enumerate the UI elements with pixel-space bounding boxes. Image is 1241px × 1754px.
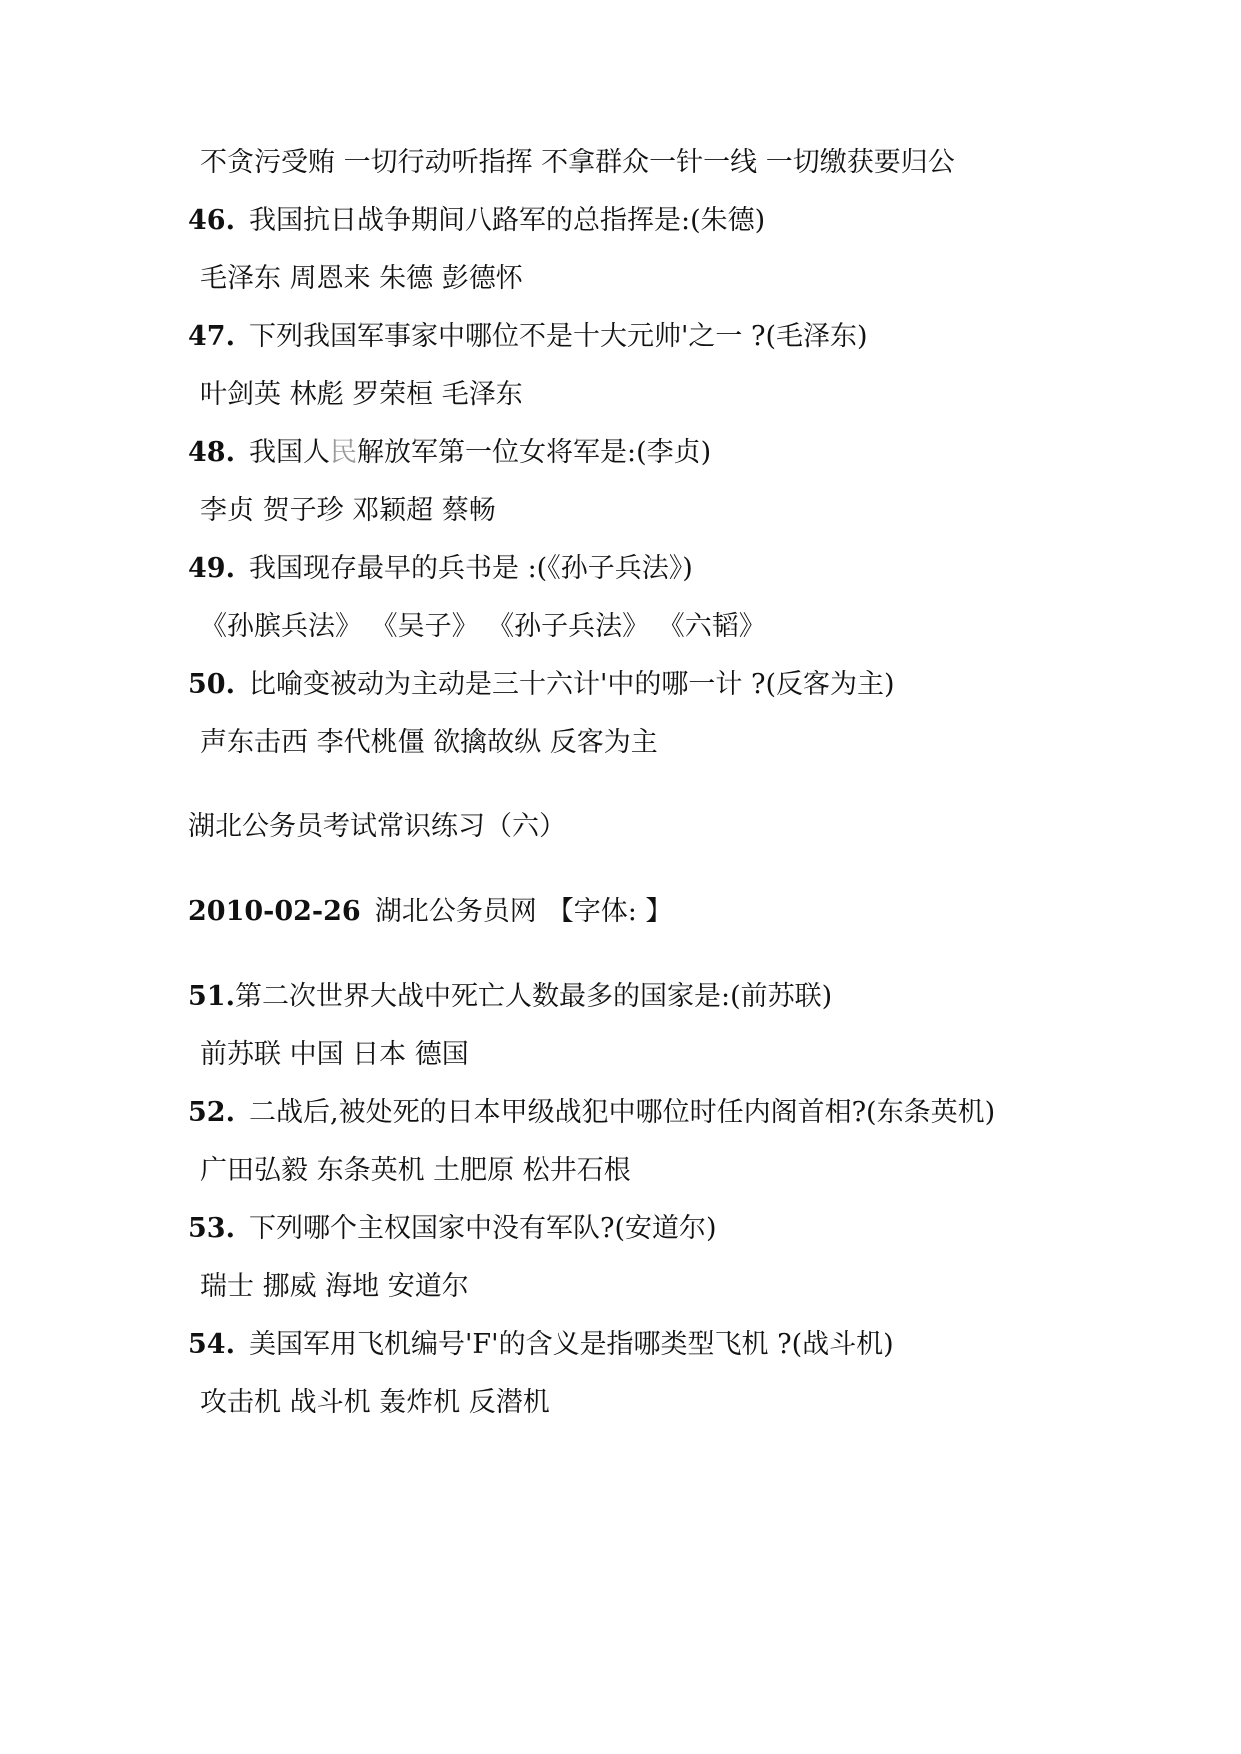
question-text: 二战后,被处死的日本甲级战犯中哪位时任内阁首相?(东条英机) (248, 1097, 996, 1128)
option-list: 《孙膑兵法》 《吴子》 《孙子兵法》 《六韬》 (200, 611, 766, 642)
question-48 (188, 436, 711, 470)
question-text: 我国现存最早的兵书是 :(《孙子兵法》) (248, 553, 693, 584)
option-list: 毛泽东 周恩来 朱德 彭德怀 (200, 263, 523, 294)
question-number: 48. (188, 437, 235, 468)
option-list: 声东击西 李代桃僵 欲擒故纵 反客为主 (200, 727, 658, 758)
question-text-faded-char: 民 (329, 437, 357, 468)
question-text-part: 我国人 (248, 437, 330, 468)
section-meta (188, 895, 672, 929)
question-51 (188, 980, 832, 1014)
question-text-part: 解放军第一位女将军是:(李贞) (356, 437, 712, 468)
option-list: 李贞 贺子珍 邓颖超 蔡畅 (200, 495, 496, 526)
question-text: 第二次世界大战中死亡人数最多的国家是:(前苏联) (234, 981, 833, 1012)
question-54 (188, 1328, 894, 1362)
question-text: 下列哪个主权国家中没有军队?(安道尔) (248, 1213, 717, 1244)
question-text: 我国抗日战争期间八路军的总指挥是:(朱德) (248, 205, 766, 236)
question-number: 52. (188, 1097, 235, 1128)
section-title: 湖北公务员考试常识练习（六） (188, 811, 566, 842)
question-number: 51. (188, 981, 235, 1012)
option-list: 前苏联 中国 日本 德国 (200, 1039, 469, 1070)
question-number: 54. (188, 1329, 235, 1360)
question-text: 比喻变被动为主动是三十六计'中的哪一计 ?(反客为主) (248, 669, 895, 700)
question-52 (188, 1096, 995, 1130)
question-number: 47. (188, 321, 235, 352)
question-47 (188, 320, 868, 354)
question-53 (188, 1212, 717, 1246)
question-text: 下列我国军事家中哪位不是十大元帅'之一 ?(毛泽东) (248, 321, 868, 352)
question-number: 49. (188, 553, 235, 584)
option-list: 广田弘毅 东条英机 土肥原 松井石根 (200, 1155, 631, 1186)
source-link[interactable]: 湖北公务员网 (374, 896, 537, 927)
question-49 (188, 552, 693, 586)
question-number: 46. (188, 205, 235, 236)
question-number: 53. (188, 1213, 235, 1244)
question-46 (188, 204, 765, 238)
publish-date: 2010-02-26 (188, 896, 361, 927)
option-list: 不贪污受贿 一切行动听指挥 不拿群众一针一线 一切缴获要归公 (200, 147, 955, 178)
option-list: 攻击机 战斗机 轰炸机 反潜机 (200, 1387, 550, 1418)
option-list: 瑞士 挪威 海地 安道尔 (200, 1271, 469, 1302)
font-size-control[interactable]: 【字体: 】 (546, 896, 673, 927)
option-list: 叶剑英 林彪 罗荣桓 毛泽东 (200, 379, 523, 410)
question-text: 美国军用飞机编号'F'的含义是指哪类型飞机 ?(战斗机) (248, 1329, 894, 1360)
question-number: 50. (188, 669, 235, 700)
question-50 (188, 668, 895, 702)
